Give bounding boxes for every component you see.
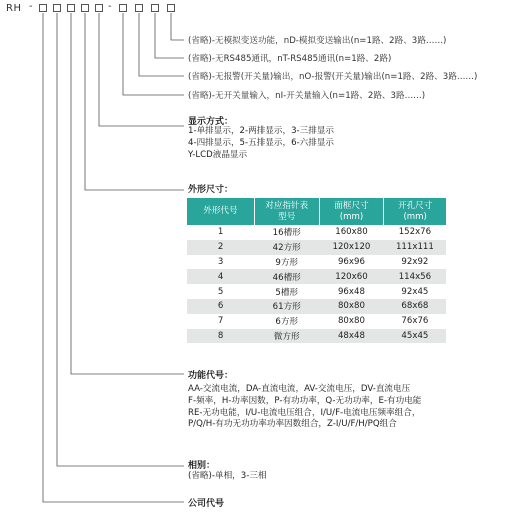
phase-title: 相别： — [188, 461, 216, 471]
cell-code: 8 — [187, 329, 254, 344]
company-code-title: 公司代号 — [188, 499, 225, 509]
cell-cutout: 114x56 — [384, 269, 446, 284]
option-transmit: (省略)-无模拟变送功能，nD-模拟变送输出(n=1路、2路、3路……) — [188, 36, 447, 46]
table-header-row — [187, 198, 446, 225]
function-code-text: AA-交流电流，DA-直流电流，AV-交流电压，DV-直流电压 F-频率，H-功率因数，P-有功功率，Q-无功功率，E-有功电能 RE-无功电能，I/U-电流电压组合，I/U/F-电流电压频率组合， P/Q/H-有功无功功率功率因数组合，Z-I/U/F/H/PQ组合 — [188, 384, 422, 430]
cell-model: 46槽形 — [254, 269, 319, 284]
code-separator-2: - — [108, 1, 112, 12]
cell-cutout: 76x76 — [384, 314, 446, 329]
cell-model: 5槽形 — [254, 284, 319, 299]
cell-model: 9方形 — [254, 255, 319, 270]
option-comm: (省略)-无RS485通讯，nT-RS485通讯(n=1路、2路) — [188, 54, 392, 64]
table-row — [187, 329, 446, 344]
line-comm — [155, 13, 184, 58]
cell-code: 2 — [187, 240, 254, 255]
line-alarm — [139, 13, 184, 76]
code-separator: - — [29, 1, 33, 12]
line-phase — [57, 13, 184, 466]
table-row — [187, 284, 446, 299]
option-input: (省略)-无开关量输入，nI-开关量输入(n=1路、2路、3路……) — [188, 91, 426, 101]
line-transmit — [171, 13, 184, 40]
cell-frame: 120x60 — [319, 269, 384, 284]
cell-frame: 96x96 — [319, 255, 384, 270]
dimensions-table — [187, 198, 446, 343]
display-mode-text: 1-单排显示，2-两排显示，3-三排显示 4-四排显示，5-五排显示，6-六排显示 Y-LCD液晶显示 — [188, 126, 335, 160]
line-dimension — [85, 13, 184, 190]
line-function — [71, 13, 184, 374]
cell-cutout: 111x111 — [384, 240, 446, 255]
cell-frame: 120x120 — [319, 240, 384, 255]
header-frame-size: 面框尺寸 (mm) — [319, 198, 384, 225]
line-company — [43, 13, 184, 502]
cell-code: 4 — [187, 269, 254, 284]
table-row — [187, 240, 446, 255]
cell-model: 16槽形 — [254, 225, 319, 240]
table-row — [187, 314, 446, 329]
cell-cutout: 92x92 — [384, 255, 446, 270]
cell-frame: 96x48 — [319, 284, 384, 299]
cell-code: 5 — [187, 284, 254, 299]
table-row — [187, 269, 446, 284]
cell-code: 7 — [187, 314, 254, 329]
display-mode-title: 显示方式： — [188, 117, 234, 127]
table-row — [187, 255, 446, 270]
header-shape-code: 外形代号 — [187, 198, 254, 225]
cell-model: 6方形 — [254, 314, 319, 329]
cell-frame: 80x80 — [319, 299, 384, 314]
cell-model: 42方形 — [254, 240, 319, 255]
header-cutout-size: 开孔尺寸 (mm) — [384, 198, 446, 225]
line-input — [123, 13, 184, 95]
cell-cutout: 68x68 — [384, 299, 446, 314]
cell-code: 3 — [187, 255, 254, 270]
cell-frame: 160x80 — [319, 225, 384, 240]
cell-code: 1 — [187, 225, 254, 240]
phase-text: (省略)-单相，3-三相 — [188, 471, 267, 481]
cell-cutout: 152x76 — [384, 225, 446, 240]
cell-model: 微方形 — [254, 329, 319, 344]
cell-frame: 48x48 — [319, 329, 384, 344]
header-meter-model: 对应指针表 型号 — [254, 198, 319, 225]
cell-model: 61方形 — [254, 299, 319, 314]
model-code-prefix: RH — [6, 3, 22, 14]
dimensions-title: 外形尺寸： — [188, 185, 234, 195]
cell-cutout: 45x45 — [384, 329, 446, 344]
option-alarm: (省略)-无报警(开关量)输出，nO-报警(开关量)输出(n=1路、2路、3路……) — [188, 72, 478, 82]
cell-frame: 80x80 — [319, 314, 384, 329]
function-code-title: 功能代号： — [188, 371, 234, 381]
table-row — [187, 299, 446, 314]
table-row — [187, 225, 446, 240]
cell-code: 6 — [187, 299, 254, 314]
cell-cutout: 92x45 — [384, 284, 446, 299]
